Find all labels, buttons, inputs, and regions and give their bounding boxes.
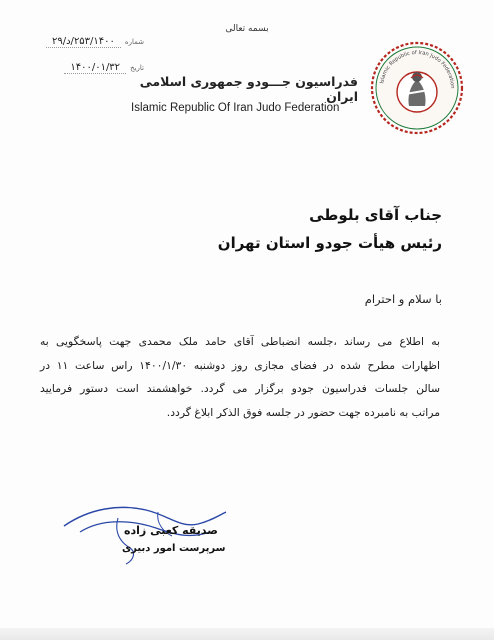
federation-name-english: Islamic Republic Of Iran Judo Federation bbox=[131, 102, 340, 114]
federation-name-persian: فدراسیون جـــودو جمهوری اسلامی ایران bbox=[139, 74, 358, 104]
addressee-title: رئیس هیأت جودو استان تهران bbox=[217, 234, 442, 252]
body-line: مراتب به نامبرده جهت حضور در جلسه فوق الذکر ابلاغ گردد. bbox=[166, 405, 440, 419]
letter-body bbox=[40, 330, 440, 424]
addressee-block bbox=[218, 206, 442, 262]
reference-block bbox=[24, 36, 144, 88]
handwritten-signature bbox=[60, 498, 230, 578]
page-bottom-edge bbox=[0, 628, 494, 640]
reference-number-label: شماره bbox=[124, 38, 144, 46]
invocation: بسمه تعالی bbox=[225, 24, 269, 34]
greeting: با سلام و احترام bbox=[364, 292, 442, 306]
reference-date-value: ۱۴۰۰/۰۱/۳۲ bbox=[64, 62, 126, 74]
signer-name: صدیقه کعبی زاده bbox=[124, 524, 218, 537]
addressee-name: جناب آقای بلوطی bbox=[309, 206, 442, 224]
reference-date-label: تاریخ bbox=[130, 64, 144, 72]
body-line: به اطلاع می رساند ،جلسه انضباطی آقای حامد ملک محمدی جهت پاسخگویی به bbox=[40, 335, 440, 348]
reference-number bbox=[24, 36, 144, 48]
judo-federation-logo bbox=[369, 40, 465, 136]
signature-block bbox=[60, 498, 230, 578]
body-line: اظهارات مطرح شده در فضای مجازی روز دوشنبه ۱۴۰۰/۱/۳۰ راس ساعت ۱۱ در bbox=[40, 358, 440, 372]
logo-ring-text: Islamic Republic of Iran Judo Federation bbox=[379, 49, 456, 89]
reference-number-value: ۲۵۳/۱۴۰۰/د/۲۹ bbox=[46, 36, 121, 48]
signer-title: سرپرست امور دبیری bbox=[122, 543, 226, 554]
body-line: سالن جلسات فدراسیون جودو برگزار می گردد. خواهشمند است دستور فرمایید bbox=[40, 382, 440, 395]
reference-date bbox=[24, 62, 144, 74]
